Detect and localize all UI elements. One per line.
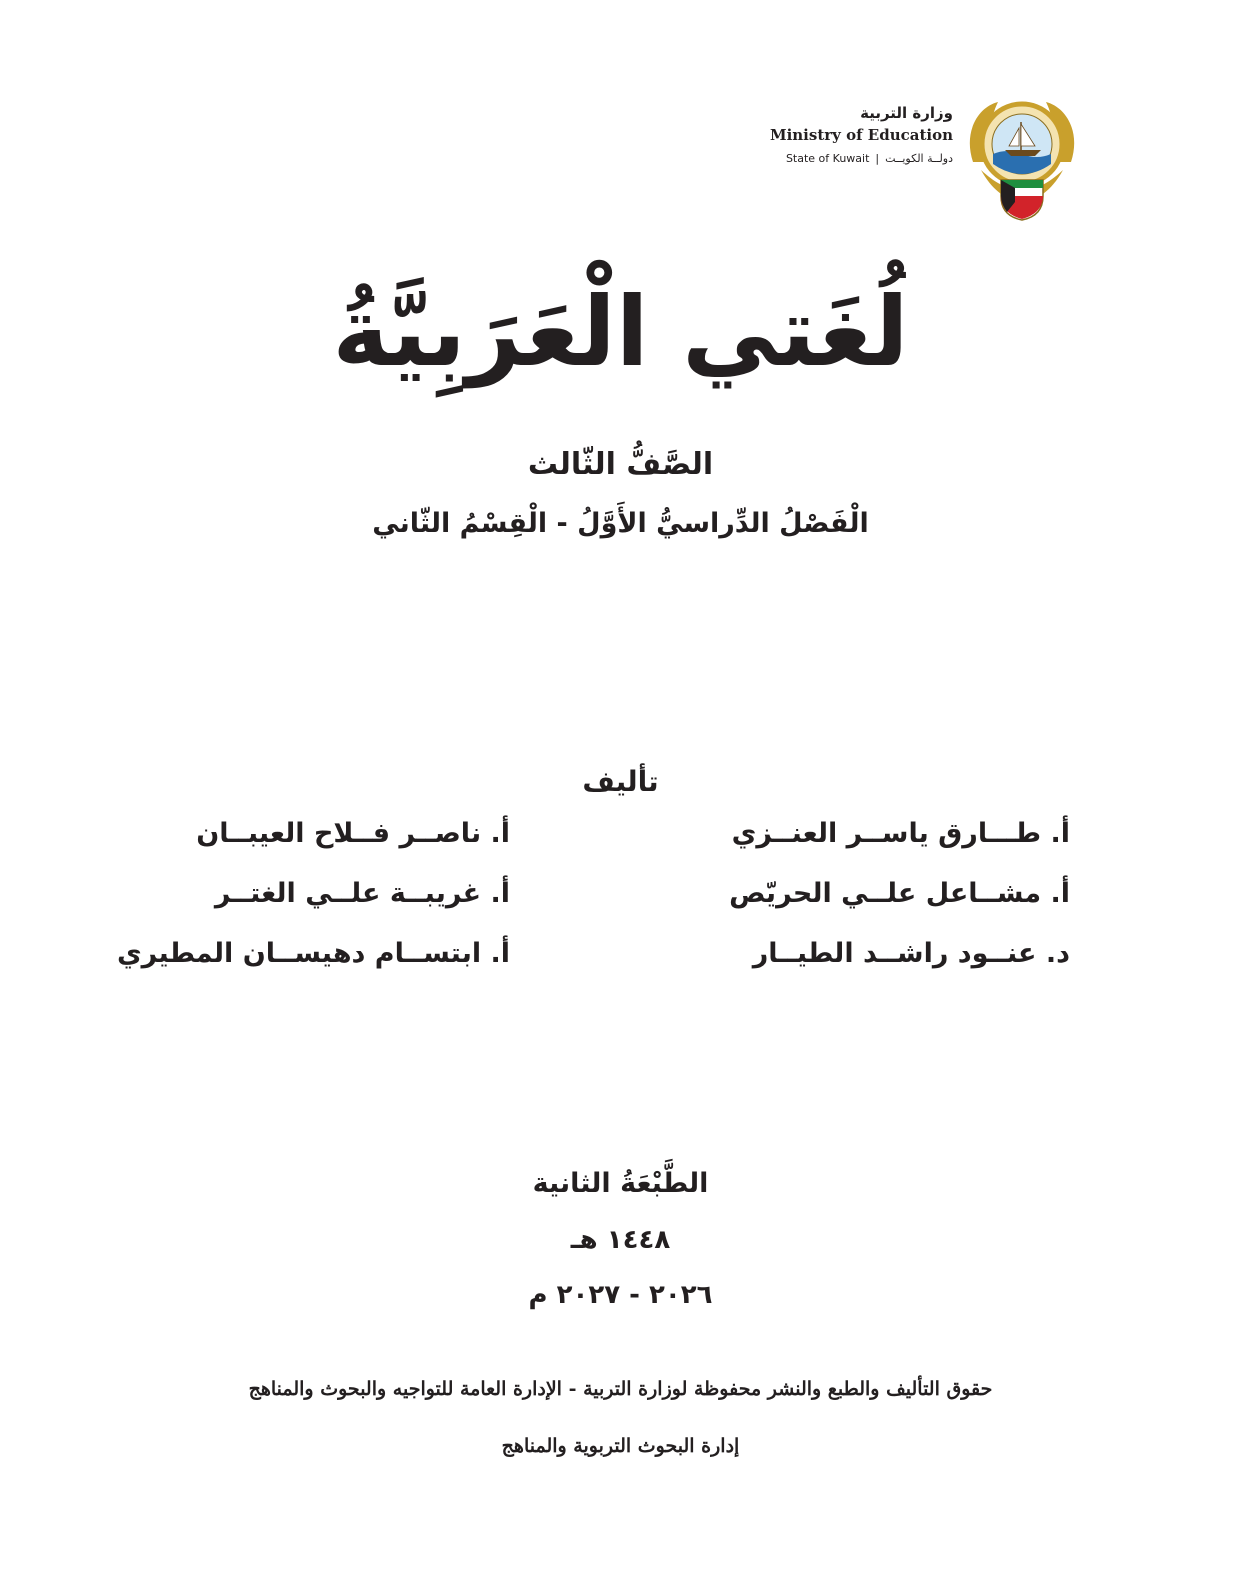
book-title: لُغَتي الْعَرَبِيَّةُ: [332, 276, 909, 388]
edition-label: الطَّبْعَةُ الثانية: [532, 1168, 709, 1199]
grade-label: الصَّفُّ الثّالث: [527, 447, 714, 482]
author-name: أ. ابتســام دهيســان المطيري: [116, 938, 510, 969]
author-name: أ. غريبــة علــي الغتــر: [214, 878, 510, 909]
department-name: إدارة البحوث التربوية والمناهج: [501, 1435, 740, 1457]
ministry-block: [770, 104, 953, 165]
header: [541, 92, 1081, 222]
state-name-ar: دولــة الكويــت: [885, 152, 953, 165]
authors-heading: تأليف: [582, 765, 659, 798]
state-line: [770, 152, 953, 165]
ministry-name-en: Ministry of Education: [769, 126, 953, 144]
gregorian-year: ٢٠٢٦ - ٢٠٢٧ م: [528, 1280, 713, 1310]
separator: |: [875, 152, 880, 165]
state-name-en: State of Kuwait: [785, 152, 870, 165]
author-name: د. عنــود راشــد الطيــار: [752, 938, 1070, 969]
author-name: أ. ناصــر فــلاح العيبــان: [196, 818, 510, 849]
copyright-notice: حقوق التأليف والطبع والنشر محفوظة لوزارة التربية - الإدارة العامة للتواجيه والبحوث والمناهج: [248, 1378, 993, 1400]
authors-list: [116, 818, 1070, 988]
author-name: أ. طـــارق ياســر العنــزي: [731, 818, 1070, 849]
author-name: أ. مشــاعل علــي الحريّص: [729, 878, 1070, 909]
ministry-name-ar: وزارة التربية: [860, 104, 953, 122]
hijri-year: ١٤٤٨ هـ: [570, 1225, 671, 1255]
kuwait-emblem-icon: [963, 92, 1081, 222]
semester-label: الْفَصْلُ الدِّراسيُّ الأَوَّلُ - الْقِسْمُ الثّاني: [372, 508, 869, 539]
